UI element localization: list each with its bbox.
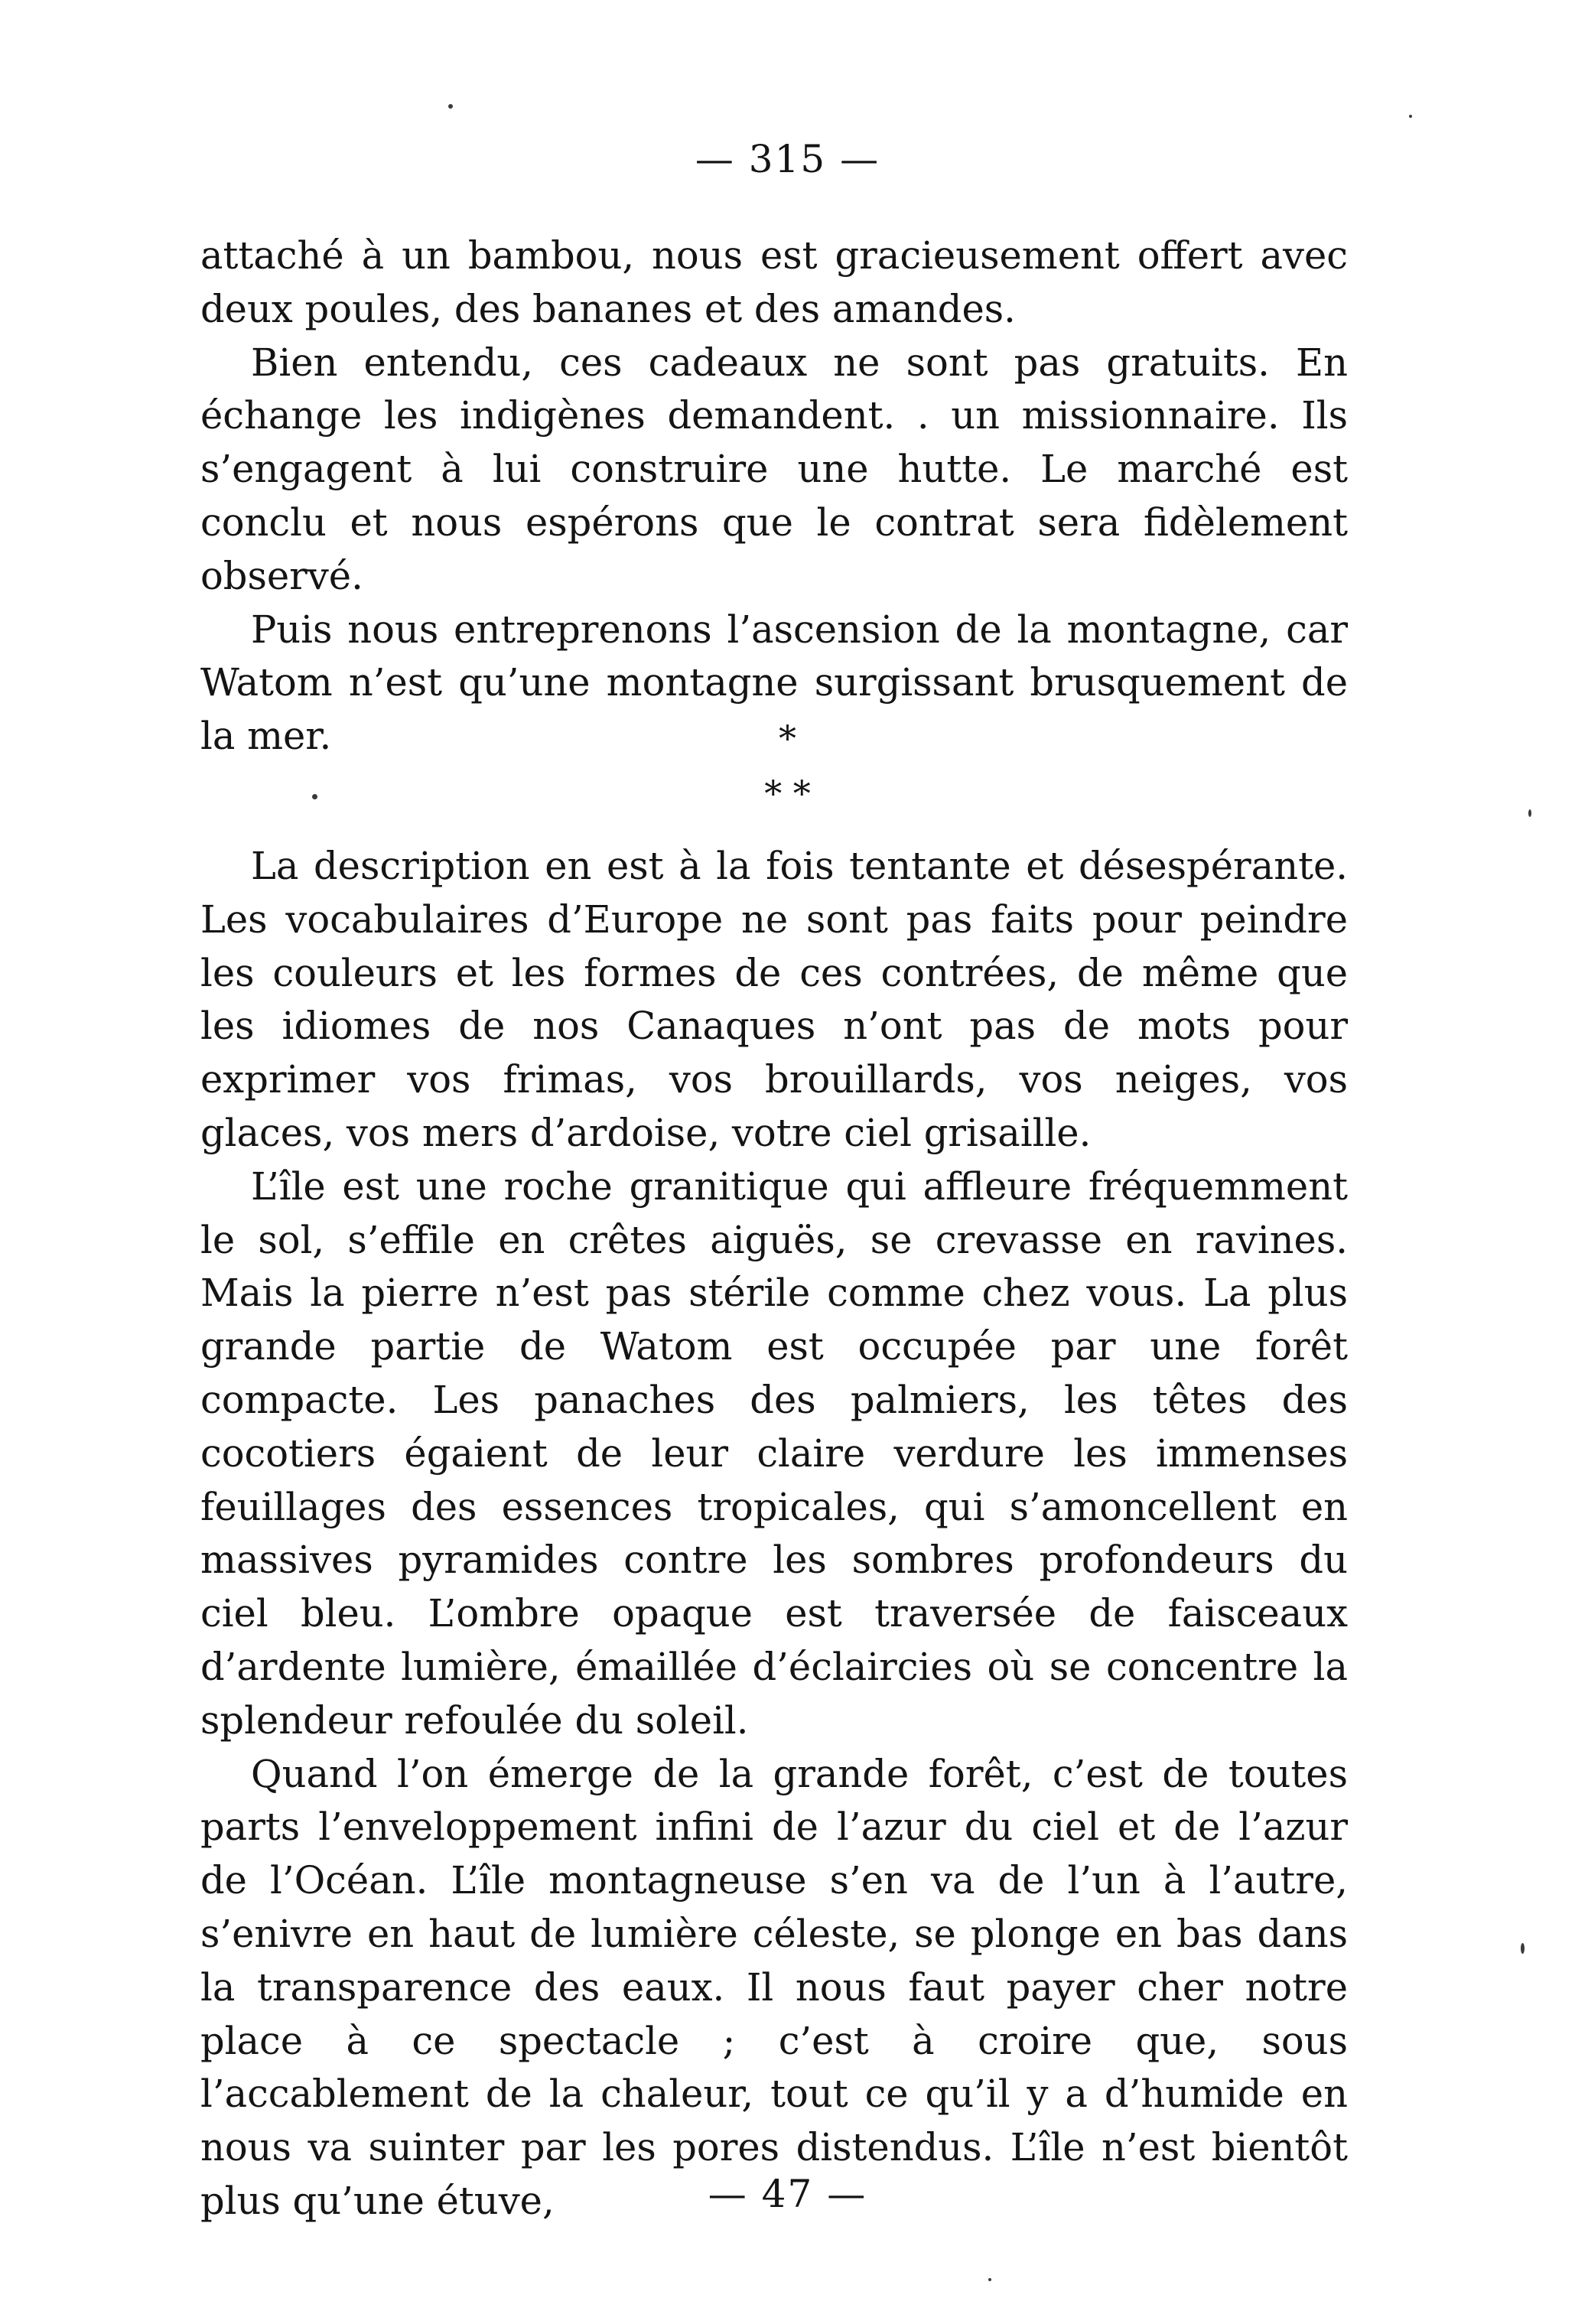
text-section-2 [200, 840, 1348, 2228]
paragraph-continuation: attaché à un bambou, nous est gracieusement offert avec deux poules, des bananes et des amandes. [200, 233, 1348, 331]
text-section-1 [200, 229, 1348, 763]
section-separator-asterism [0, 718, 1575, 814]
page-number-header: — 315 — [695, 137, 880, 181]
scan-speck [1521, 1943, 1525, 1954]
signature-mark-footer: — 47 — [708, 2172, 867, 2216]
scan-speck [988, 2278, 991, 2281]
scan-speck [448, 104, 453, 109]
separator-top-star: * [779, 718, 796, 759]
scan-speck [1528, 809, 1531, 817]
scan-speck [312, 794, 317, 799]
paragraph: La description en est à la fois tentante et désespérante. Les vocabulaires d’Europe ne sont pas faits pour peindre les couleurs et les formes de ces contrées, de même que les idiomes de nos Canaques n’ont pas de mots pour exprimer vos frimas, vos brouillards, vos neiges, vos glaces, vos mers d’ardoise, votre ciel grisaille. [200, 844, 1348, 1155]
paragraph: Quand l’on émerge de la grande forêt, c’est de toutes parts l’enveloppement infini de l’azur du ciel et de l’azur de l’Océan. L’île montagneuse s’en va de l’un à l’autre, s’enivre en haut de lumière céleste, se plonge en bas dans la transparence des eaux. Il nous faut payer cher notre place à ce spectacle ; c’est à croire que, sous l’accablement de la chaleur, tout ce qu’il y a d’humide en nous va suinter par les pores distendus. L’île n’est bientôt plus qu’une étuve, [200, 1751, 1348, 2223]
paragraph: L’île est une roche granitique qui affleure fréquemment le sol, s’effile en crêtes aiguës, se crevasse en ravines. Mais la pierre n’est pas stérile comme chez vous. La plus grande partie de Watom est occupée par une forêt compacte. Les panaches des palmiers, les têtes des cocotiers égaient de leur claire verdure les immenses feuillages des essences tropicales, qui s’amoncellent en massives pyramides contre les sombres profondeurs du ciel bleu. L’ombre opaque est traversée de faisceaux d’ardente lumière, émaillée d’éclaircies où se concentre la splendeur refoulée du soleil. [200, 1164, 1348, 1743]
paragraph: Bien entendu, ces cadeaux ne sont pas gratuits. En échange les indigènes demandent. . un missionnaire. Ils s’engagent à lui construire une hutte. Le marché est conclu et nous espérons que le contrat sera fidèlement observé. [200, 340, 1348, 598]
paragraph: Puis nous entreprenons l’ascension de la montagne, car Watom n’est qu’une montagne surgissant brusquement de la mer. [200, 607, 1348, 759]
scan-speck [1409, 115, 1412, 118]
separator-bottom-stars: * * [764, 773, 811, 814]
